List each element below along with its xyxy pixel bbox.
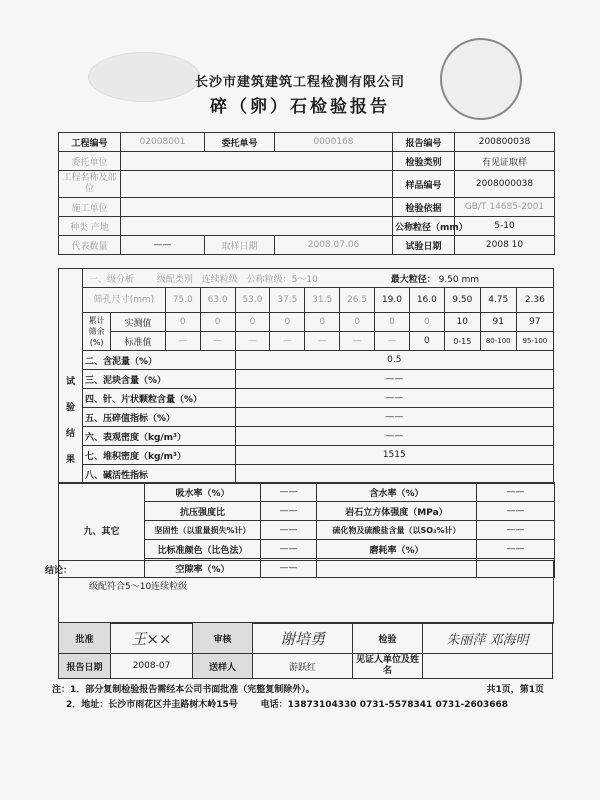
- sieve-size-3: 53.0: [235, 288, 270, 313]
- other-label-5a: 空隙率（%）: [145, 559, 261, 578]
- sieve-size-8: 16.0: [409, 288, 444, 313]
- project-no-value: 02008001: [121, 133, 205, 152]
- info-table: [58, 132, 555, 255]
- other-label-2a: 抗压强度比: [145, 502, 261, 521]
- standard-10: 80-100: [480, 332, 516, 351]
- standard-4: —: [270, 332, 305, 351]
- others-label: 九、其它: [59, 483, 145, 578]
- measured-1: 0: [165, 313, 200, 332]
- standard-8: 0: [409, 332, 444, 351]
- project-no-label: 工程编号: [59, 133, 121, 152]
- standard-6: —: [340, 332, 375, 351]
- grading-section-label: 一、级分析: [88, 274, 134, 285]
- grading-method-label: 级配类别: [156, 274, 193, 285]
- result-value-1: 0.5: [235, 351, 553, 370]
- standard-11: 95-100: [516, 332, 553, 351]
- report-title: 碎（卵）石检验报告: [210, 97, 390, 117]
- measured-4: 0: [270, 313, 305, 332]
- max-size-value: 9.50 mm: [438, 274, 480, 285]
- measured-9: 10: [444, 313, 480, 332]
- side-char-1: 试: [65, 377, 75, 387]
- report-date-value: 2008-07: [111, 654, 193, 679]
- conclusion-label: 结论：: [45, 566, 73, 576]
- sieve-size-5: 31.5: [305, 288, 340, 313]
- footer-notes: [52, 683, 552, 713]
- signature-table: [58, 622, 553, 679]
- footer-note-2: 2．地址：长沙市雨花区井圭路树木岭15号: [66, 700, 238, 710]
- size-value: 5-10: [455, 217, 555, 236]
- result-value-7: [235, 465, 553, 484]
- footer-pages: 共1页，第1页: [486, 685, 544, 695]
- result-value-5: ——: [235, 427, 553, 446]
- conclusion-box: [45, 560, 554, 624]
- other-label-2b: 岩石立方体强度（MPa）: [317, 502, 477, 521]
- construction-label: 施工单位: [59, 198, 121, 217]
- footer-note-1: 注：1．部分复制检验报告需经本公司书面批准（完整复制除外）。: [52, 685, 315, 695]
- variety-label: 种类 产地: [59, 217, 121, 236]
- standard-3: —: [235, 332, 270, 351]
- rep-qty-label: 代表数量: [59, 236, 121, 255]
- grading-method-value: 连续粒级: [201, 274, 238, 285]
- witness-value: [423, 654, 553, 679]
- sieve-size-11: 2.36: [516, 288, 553, 313]
- side-char-4: 果: [65, 455, 75, 465]
- sieve-size-6: 26.5: [340, 288, 375, 313]
- other-value-2b: ——: [477, 502, 555, 521]
- review-signature: 谢培勇: [253, 623, 353, 654]
- approve-label: 批准: [59, 623, 111, 654]
- measured-label: 实测值: [111, 313, 166, 332]
- test-signature: 朱丽萍 邓海明: [423, 623, 553, 654]
- standard-label: 标准值: [111, 332, 166, 351]
- size-label: 公称粒径（mm）: [393, 217, 455, 236]
- test-label: 检验: [353, 623, 423, 654]
- other-label-3a: 坚固性（以重量损失%计）: [145, 521, 261, 540]
- other-value-2a: ——: [261, 502, 317, 521]
- sieve-size-label: 筛孔尺寸(mm): [82, 288, 165, 313]
- side-char-3: 结: [65, 429, 75, 439]
- inspection-type-label: 检验类别: [393, 152, 455, 171]
- other-value-5a: ——: [261, 559, 317, 578]
- standard-1: —: [165, 332, 200, 351]
- sender-value: 游跃红: [253, 654, 353, 679]
- standard-2: —: [200, 332, 235, 351]
- result-label-3: 四、针、片状颗粒含量（%）: [82, 389, 235, 408]
- witness-label: 见证人单位及姓名: [353, 654, 423, 679]
- other-value-4a: ——: [261, 540, 317, 559]
- other-label-1b: 含水率（%）: [317, 483, 477, 502]
- sieve-size-2: 63.0: [200, 288, 235, 313]
- other-value-1b: ——: [477, 483, 555, 502]
- project-name-value: [121, 171, 393, 198]
- sample-no-value: 2008000038: [455, 171, 555, 198]
- standard-5: —: [305, 332, 340, 351]
- result-label-4: 五、压碎值指标（%）: [82, 408, 235, 427]
- grading-nominal-label: 公称粒级：5～10: [246, 274, 318, 285]
- grading-table: [58, 268, 554, 484]
- sieve-size-9: 9.50: [444, 288, 480, 313]
- approve-signature: 王××: [111, 623, 193, 654]
- commission-no-value: 0000168: [275, 133, 393, 152]
- rep-qty-value: ——: [121, 236, 205, 255]
- measured-10: 91: [480, 313, 516, 332]
- result-label-6: 七、堆积密度（kg/m³）: [82, 446, 235, 465]
- result-value-4: ——: [235, 408, 553, 427]
- client-label: 委托单位: [59, 152, 121, 171]
- measured-6: 0: [340, 313, 375, 332]
- measured-8: 0: [409, 313, 444, 332]
- side-char-2: 验: [65, 403, 75, 413]
- result-value-6: 1515: [235, 446, 553, 465]
- other-label-3b: 硫化物及硫酸盐含量（以SO₃%计）: [317, 521, 477, 540]
- sample-no-label: 样品编号: [393, 171, 455, 198]
- result-label-7: 八、碱活性指标: [82, 465, 235, 484]
- result-value-2: ——: [235, 370, 553, 389]
- measured-2: 0: [200, 313, 235, 332]
- other-label-1a: 吸水率（%）: [145, 483, 261, 502]
- client-value: [121, 152, 393, 171]
- standard-7: —: [375, 332, 410, 351]
- other-value-3a: ——: [261, 521, 317, 540]
- cumulative-label: 累计筛余(%): [82, 313, 110, 351]
- review-label: 审核: [193, 623, 253, 654]
- company-name: 长沙市建筑建筑工程检测有限公司: [194, 75, 405, 90]
- grading-header-row: [82, 269, 553, 288]
- sender-label: 送样人: [193, 654, 253, 679]
- sieve-size-4: 37.5: [270, 288, 305, 313]
- other-value-3b: ——: [477, 521, 555, 540]
- results-side-label: [59, 269, 83, 484]
- report-date-label: 报告日期: [59, 654, 111, 679]
- sieve-size-1: 75.0: [165, 288, 200, 313]
- standard-9: 0-15: [444, 332, 480, 351]
- other-value-1a: ——: [261, 483, 317, 502]
- measured-11: 97: [516, 313, 553, 332]
- measured-3: 0: [235, 313, 270, 332]
- other-value-4b: ——: [477, 540, 555, 559]
- sieve-size-7: 19.0: [375, 288, 410, 313]
- measured-5: 0: [305, 313, 340, 332]
- footer-phone: 电话：13873104330 0731-5578341 0731-2603668: [260, 700, 509, 710]
- measured-7: 0: [375, 313, 410, 332]
- sampling-date-label: 取样日期: [205, 236, 275, 255]
- basis-value: GB/T 14685-2001: [455, 198, 555, 217]
- result-value-3: ——: [235, 389, 553, 408]
- variety-value: [121, 217, 393, 236]
- project-name-label: 工程名称及部位: [59, 171, 121, 198]
- sieve-size-10: 4.75: [480, 288, 516, 313]
- construction-value: [121, 198, 393, 217]
- inspection-type-value: 有见证取样: [455, 152, 555, 171]
- result-label-1: 二、含泥量（%）: [82, 351, 235, 370]
- max-size-label: 最大粒径：: [390, 274, 436, 285]
- result-label-5: 六、表观密度（kg/m³）: [82, 427, 235, 446]
- test-date-label: 试验日期: [393, 236, 455, 255]
- result-label-2: 三、泥块含量（%）: [82, 370, 235, 389]
- conclusion-text: 级配符合5～10连续粒级: [89, 582, 188, 592]
- other-label-4b: 磨耗率（%）: [317, 540, 477, 559]
- basis-label: 检验依据: [393, 198, 455, 217]
- other-label-4a: 比标准颜色（比色法）: [145, 540, 261, 559]
- report-no-label: 报告编号: [393, 133, 455, 152]
- commission-no-label: 委托单号: [205, 133, 275, 152]
- test-date-value: 2008 10: [455, 236, 555, 255]
- sampling-date-value: 2008.07.06: [275, 236, 393, 255]
- report-no-value: 200800038: [455, 133, 555, 152]
